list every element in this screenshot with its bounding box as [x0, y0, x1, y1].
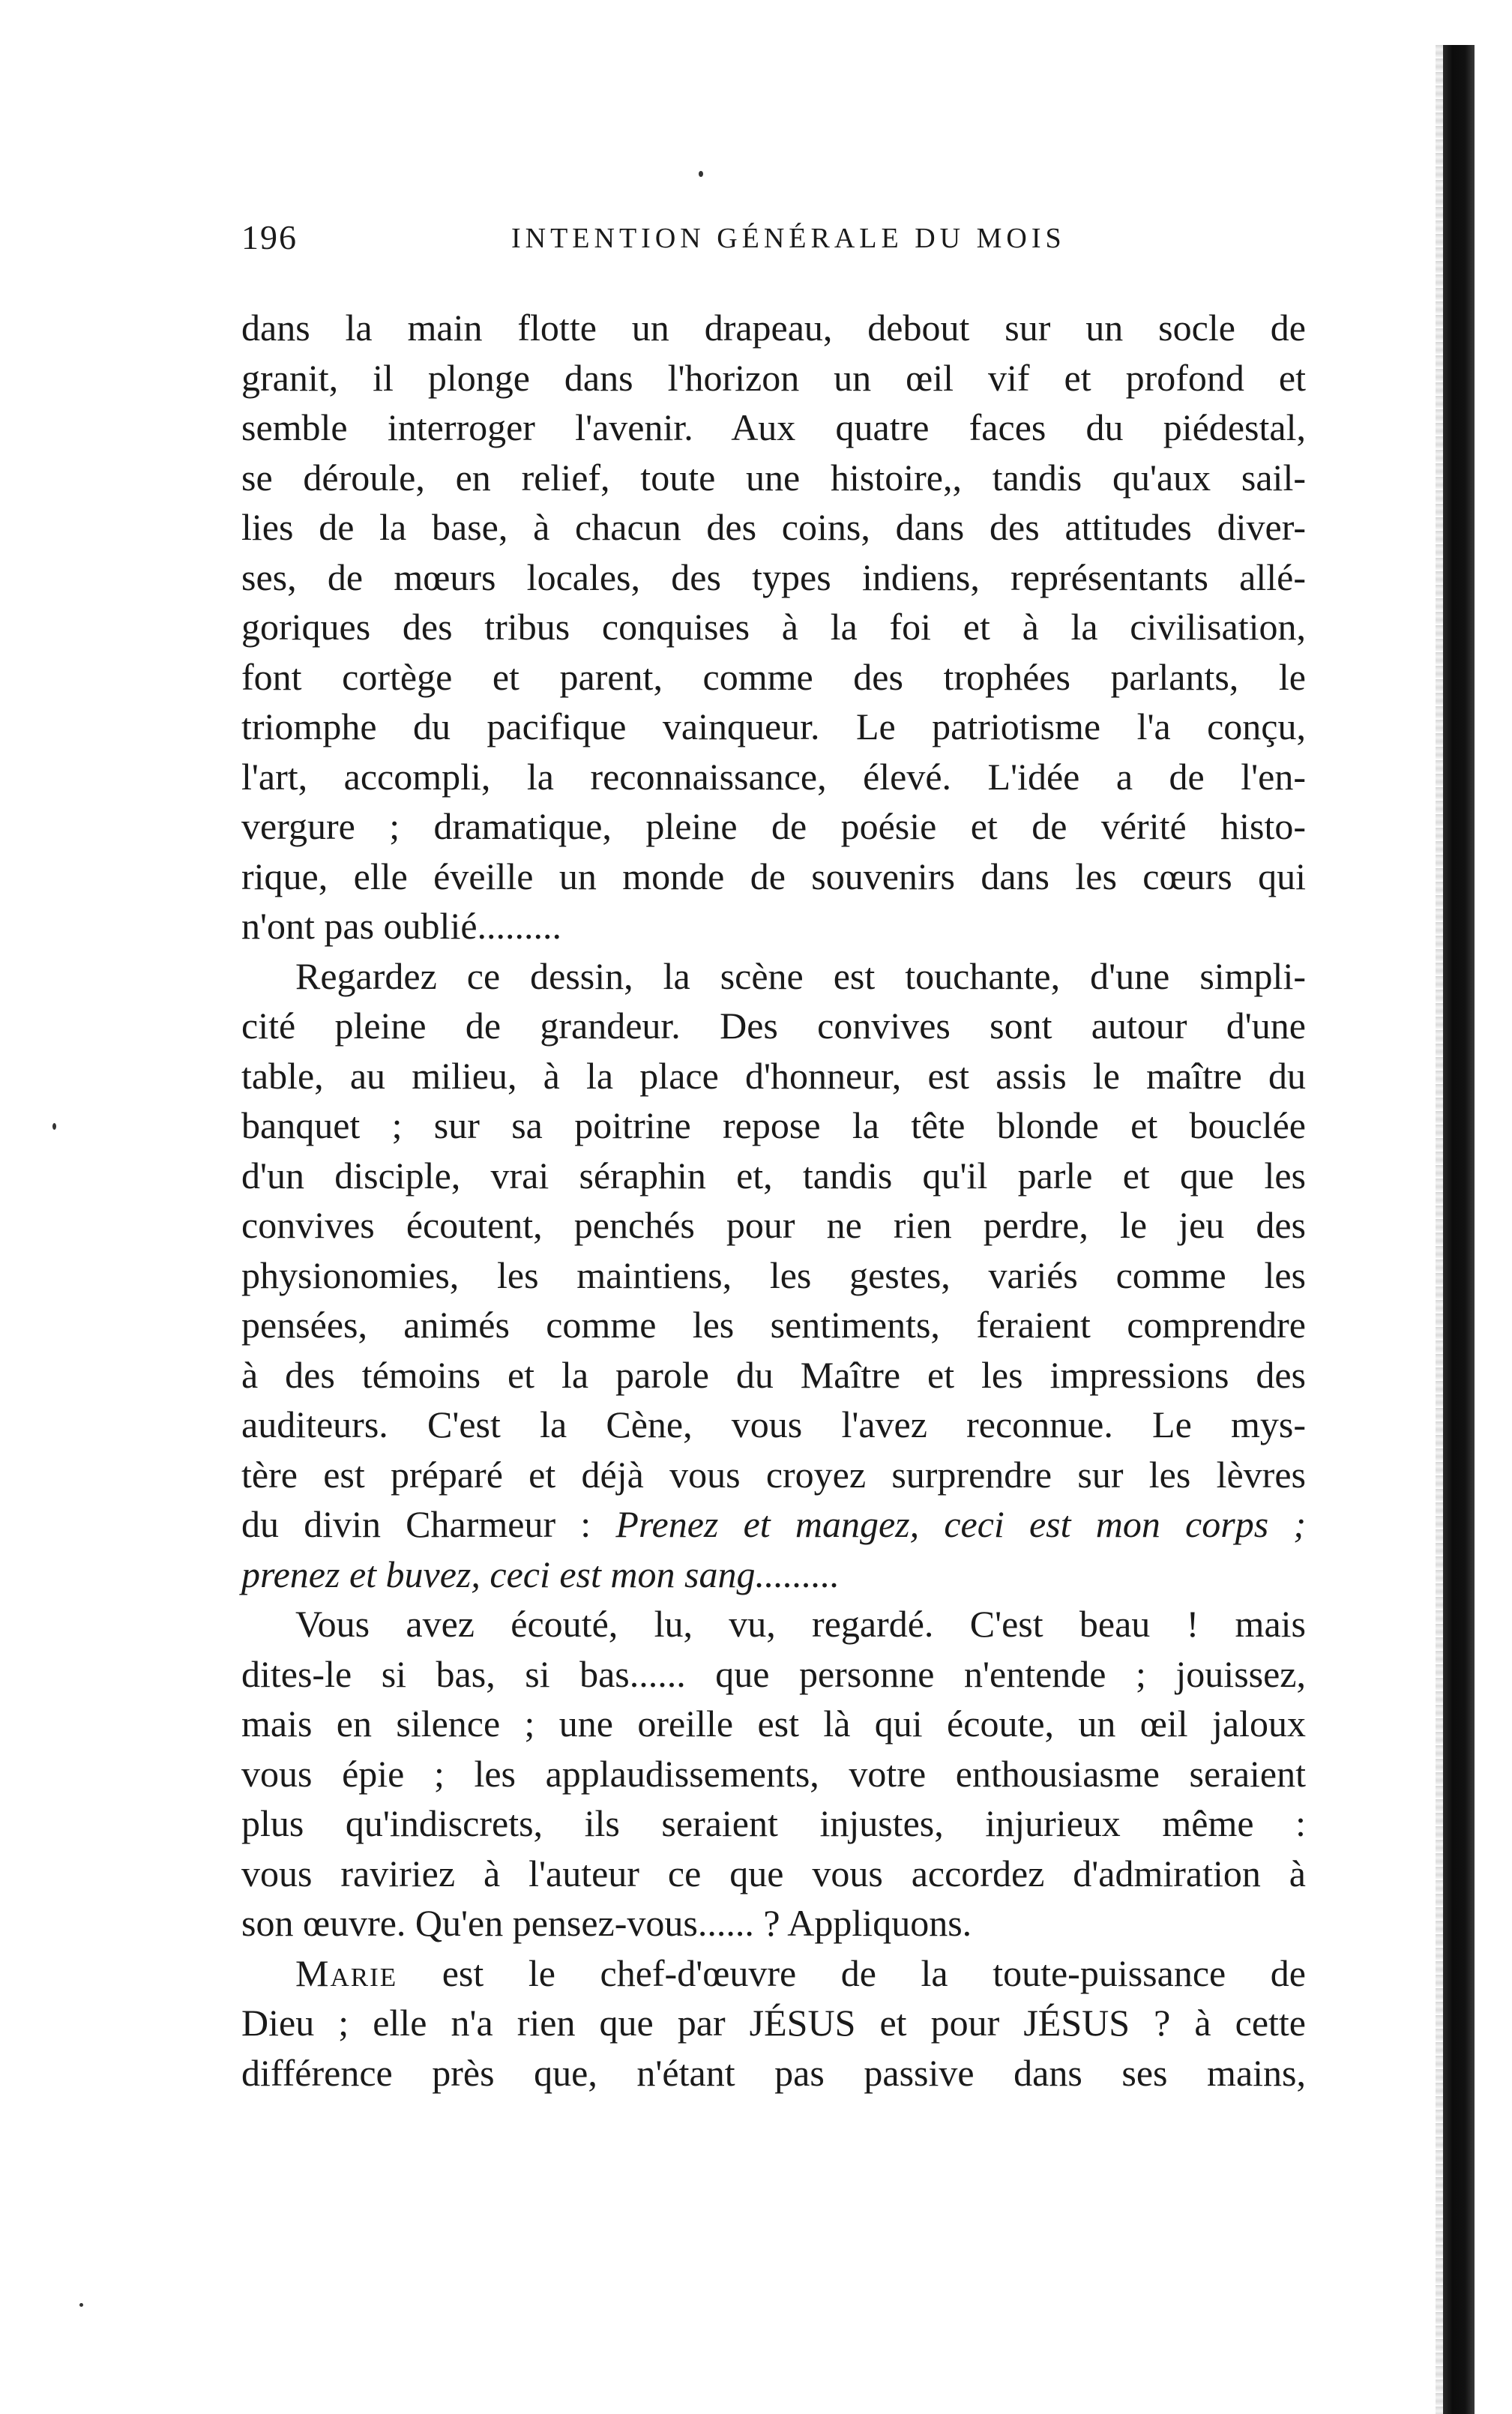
- line-text: du divin Charmeur :: [241, 1503, 591, 1545]
- line-text: son œuvre. Qu'en pensez-vous...... ? Appliquons.: [241, 1902, 972, 1944]
- text-line: [241, 1550, 1306, 1600]
- line-text: dites-le si bas, si bas...... que personne n'entende ; jouissez,: [241, 1652, 1306, 1695]
- smallcaps-name: Marie: [295, 1951, 398, 1994]
- line-text: Dieu ; elle n'a rien que par JÉSUS et pour JÉSUS ? à cette: [241, 2002, 1306, 2044]
- line-text: l'art, accompli, la reconnaissance, élevé. L'idée a de l'en-: [241, 755, 1306, 798]
- text-line: [241, 1001, 1306, 1051]
- italic-quote: prenez et buvez, ceci est mon sang.........: [241, 1553, 840, 1595]
- line-text: vous épie ; les applaudissements, votre enthousiasme seraient: [241, 1752, 1306, 1795]
- text-line: [241, 801, 1306, 852]
- line-text: table, au milieu, à la place d'honneur, est assis le maître du: [241, 1054, 1306, 1097]
- italic-quote: Prenez et mangez, ceci est mon corps ;: [615, 1503, 1306, 1545]
- text-line: [241, 1599, 1306, 1649]
- line-text: différence près que, n'étant pas passive dans ses mains,: [241, 2051, 1306, 2094]
- page-number: 196: [241, 218, 298, 256]
- line-text: auditeurs. C'est la Cène, vous l'avez reconnue. Le mys-: [241, 1403, 1306, 1445]
- line-text: est le chef-d'œuvre de la toute-puissance de: [397, 1951, 1306, 1994]
- text-line: [241, 901, 1306, 951]
- line-text: Vous avez écouté, lu, vu, regardé. C'est beau ! mais: [295, 1603, 1306, 1645]
- text-line: [241, 602, 1306, 652]
- line-text: tère est préparé et déjà vous croyez surprendre sur les lèvres: [241, 1453, 1306, 1496]
- line-text: granit, il plonge dans l'horizon un œil vif et profond et: [241, 356, 1306, 399]
- text-line: [241, 652, 1306, 702]
- text-line: [241, 1300, 1306, 1350]
- text-line: [241, 1649, 1306, 1700]
- line-text: convives écoutent, penchés pour ne rien perdre, le jeu des: [241, 1204, 1306, 1246]
- text-line: [241, 553, 1306, 603]
- line-text: vous raviriez à l'auteur ce que vous accordez d'admiration à: [241, 1852, 1306, 1894]
- text-line: [241, 1799, 1306, 1849]
- scan-edge-border: [1443, 45, 1475, 2414]
- text-line: [241, 1948, 1306, 1999]
- text-line: [241, 1749, 1306, 1799]
- text-line: [241, 1250, 1306, 1301]
- text-line: [241, 502, 1306, 553]
- text-line: [241, 2048, 1306, 2098]
- text-line: [241, 1450, 1306, 1500]
- line-text: physionomies, les maintiens, les gestes, variés comme les: [241, 1253, 1306, 1296]
- text-line: [241, 453, 1306, 503]
- line-text: n'ont pas oublié.........: [241, 905, 562, 947]
- text-line: [241, 303, 1306, 353]
- scan-speck: [52, 1123, 56, 1130]
- text-line: [241, 951, 1306, 1002]
- line-text: vergure ; dramatique, pleine de poésie et de vérité histo-: [241, 805, 1306, 847]
- line-text: font cortège et parent, comme des trophées parlants, le: [241, 655, 1306, 698]
- page-header: [241, 217, 1306, 277]
- line-text: cité pleine de grandeur. Des convives sont autour d'une: [241, 1005, 1306, 1047]
- running-title: INTENTION GÉNÉRALE DU MOIS: [511, 223, 1066, 254]
- scan-speck: [699, 171, 703, 177]
- text-line: [241, 1898, 1306, 1948]
- text-line: [241, 1699, 1306, 1749]
- line-text: triomphe du pacifique vainqueur. Le patriotisme l'a conçu,: [241, 705, 1306, 747]
- line-text: pensées, animés comme les sentiments, feraient comprendre: [241, 1304, 1306, 1346]
- line-text: mais en silence ; une oreille est là qui écoute, un œil jaloux: [241, 1703, 1306, 1745]
- line-text: semble interroger l'avenir. Aux quatre faces du piédestal,: [241, 406, 1306, 448]
- text-line: [241, 1998, 1306, 2048]
- line-text: banquet ; sur sa poitrine repose la tête blonde et bouclée: [241, 1104, 1306, 1146]
- text-line: [241, 1151, 1306, 1201]
- line-text: goriques des tribus conquises à la foi et à la civilisation,: [241, 606, 1306, 648]
- text-line: [241, 1849, 1306, 1899]
- text-line: [241, 1350, 1306, 1400]
- scan-speck: [79, 2303, 83, 2307]
- line-text: plus qu'indiscrets, ils seraient injustes, injurieux même :: [241, 1802, 1306, 1844]
- text-line: [241, 1101, 1306, 1151]
- text-line: [241, 1200, 1306, 1250]
- text-line: [241, 1499, 1306, 1550]
- text-line: [241, 1400, 1306, 1450]
- line-text: dans la main flotte un drapeau, debout sur un socle de: [241, 307, 1306, 349]
- line-text: à des témoins et la parole du Maître et les impressions des: [241, 1353, 1306, 1396]
- line-text: lies de la base, à chacun des coins, dans des attitudes diver-: [241, 506, 1306, 548]
- line-text: d'un disciple, vrai séraphin et, tandis qu'il parle et que les: [241, 1154, 1306, 1197]
- text-line: [241, 702, 1306, 752]
- body-text: [241, 303, 1306, 2098]
- line-text: se déroule, en relief, toute une histoire,, tandis qu'aux sail-: [241, 456, 1306, 499]
- text-line: [241, 752, 1306, 802]
- line-text: rique, elle éveille un monde de souvenirs dans les cœurs qui: [241, 855, 1306, 897]
- text-line: [241, 403, 1306, 453]
- text-line: [241, 353, 1306, 403]
- line-text: Regardez ce dessin, la scène est touchante, d'une simpli-: [295, 954, 1306, 997]
- text-line: [241, 1051, 1306, 1101]
- line-text: ses, de mœurs locales, des types indiens, représentants allé-: [241, 556, 1306, 598]
- text-line: [241, 852, 1306, 902]
